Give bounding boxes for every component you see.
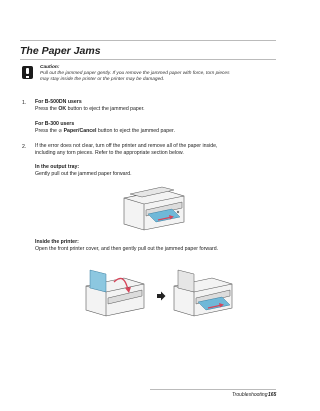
step-1-model-b-text: Press the ⊘ Paper/Cancel button to eject the jammed paper. — [35, 128, 175, 134]
step-2-number: 2. — [22, 144, 27, 150]
step-1-number: 1. — [22, 100, 27, 106]
top-rule — [20, 40, 276, 41]
section-title: The Paper Jams — [20, 45, 101, 57]
footer-rule — [150, 389, 276, 390]
next-step-arrow-icon — [156, 291, 166, 301]
footer-section: Troubleshooting — [232, 392, 268, 398]
caution-line-1: Pull out the jammed paper gently. If you remove the jammed paper with force, torn pieces — [40, 71, 230, 76]
ok-button-label: OK — [58, 106, 67, 112]
step-1-model-a-text: Press the OK button to eject the jammed paper. — [35, 106, 145, 112]
step-2-line-2: including any torn pieces. Refer to the appropriate section below. — [35, 150, 184, 156]
caution-line-2: may stay inside the printer or the printer may be damaged. — [40, 77, 165, 83]
output-tray-illustration — [118, 184, 190, 234]
output-tray-heading: In the output tray: — [35, 164, 80, 170]
title-rule — [20, 59, 276, 60]
step-1-model-b-heading: For B-300 users — [35, 121, 75, 127]
ok-icon: ⊘ — [58, 128, 63, 133]
open-cover-illustration — [80, 268, 150, 320]
inside-printer-heading: Inside the printer: — [35, 239, 79, 245]
output-tray-text: Gently pull out the jammed paper forward. — [35, 171, 132, 177]
page-number: 165 — [268, 392, 277, 398]
caution-text — [40, 71, 276, 83]
paper-cancel-button-label: Paper/Cancel — [63, 128, 97, 134]
step-1-model-a-heading: For B-500DN users — [35, 99, 82, 105]
step-2-line-1: If the error does not clear, turn off the printer and remove all of the paper inside, — [35, 143, 218, 149]
open-cover — [90, 270, 106, 292]
inside-printer-text: Open the front printer cover, and then gently pull out the jammed paper forward. — [35, 246, 219, 252]
caution-icon — [22, 66, 33, 79]
caution-heading: Caution: — [40, 65, 60, 70]
pull-paper-illustration — [168, 268, 238, 320]
